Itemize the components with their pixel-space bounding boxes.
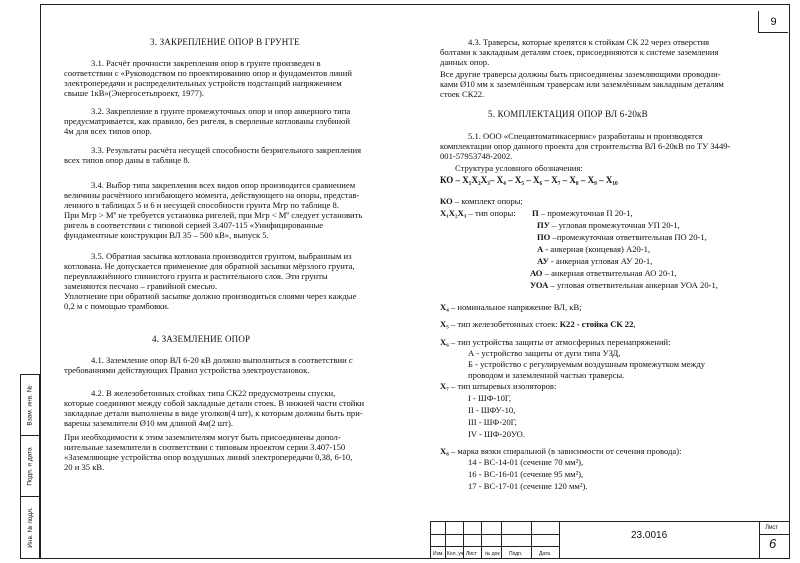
section-5-title: 5. КОМПЛЕКТАЦИЯ ОПОР ВЛ 6-20кВ [488,109,648,119]
signature-date-label: Подп. и дата [26,446,34,486]
document-number: 23.0016 [631,530,668,541]
list-item: ПО –промежуточная ответвительная ПО 20-1, [537,232,707,242]
list-item: ПУ – угловая промежуточная УП 20-1, [537,220,680,230]
designation-formula: КО – Х₁Х₂Х₃– Х₄ – Х₅ – Х₆ – Х₇ – Х₈ – Х₉ – Х₁₀ [440,175,618,185]
sheet-value: 6 [769,536,777,551]
x6-option-b: Б - устройство с регулируемым воздушным промежутком между [468,359,706,369]
x6-option-a: А - устройство защиты от дуги типа УЗД, [468,348,621,358]
x5-definition: Х₅ – тип железобетонных стоек: К22 - стойка СК 22, [440,319,636,329]
sheet-label: Лист [765,525,779,531]
list-item: III - ШФ-20Г, [468,417,517,427]
list-item: АО – анкерная ответвительная АО 20-1, [530,268,677,278]
list-item: 16 - ВС-16-01 (сечение 95 мм²), [468,469,584,479]
section-4-title: 4. ЗАЗЕМЛЕНИЕ ОПОР [152,334,251,344]
x4-definition: Х₄ – номинальное напряжение ВЛ, кВ; [440,302,582,312]
list-item: II - ШФУ-10, [468,405,516,415]
x6-definition: Х₆ – тип устройства защиты от атмосферных перенапряжений: [440,337,671,347]
list-item: IV - ШФ-20УО. [468,429,525,439]
list-item: 14 - ВС-14-01 (сечение 70 мм²), [468,457,584,467]
ko-definition: КО – комплект опоры; [440,196,523,206]
list-item: АУ - анкерная угловая АУ 20-1, [537,256,653,266]
x8-definition: Х₈ – марка вязки спиральной (в зависимости от сечения провода): [440,446,682,456]
approval-sidebar [20,374,40,559]
list-item: I - ШФ-10Г, [468,393,512,403]
title-block: Изм. Кол. уч Лист № док Подп. Дата 23.0016 Лист 6 [430,521,790,559]
x6-option-b-cont: проводом и заземленной частью траверсы. [468,370,625,380]
x7-definition: Х₇ – тип штыревых изоляторов: [440,381,557,391]
list-item: 17 - ВС-17-01 (сечение 120 мм²). [468,481,588,491]
x123-definition: Х₁Х₂Х₃ – тип опоры: [440,208,516,218]
list-item: П – промежуточная П 20-1, [532,208,633,218]
list-item: УОА – угловая ответвительная анкерная УОА 20-1, [530,280,718,290]
sheet-number: 9 [758,11,788,33]
replacement-inventory-label: Взам. инв. № [26,384,34,426]
original-inventory-label: Инв. № подл. [26,507,34,548]
list-item: А - анкерная (концевая) А20-1, [537,244,651,254]
section-3-title: 3. ЗАКРЕПЛЕНИЕ ОПОР В ГРУНТЕ [150,37,300,47]
